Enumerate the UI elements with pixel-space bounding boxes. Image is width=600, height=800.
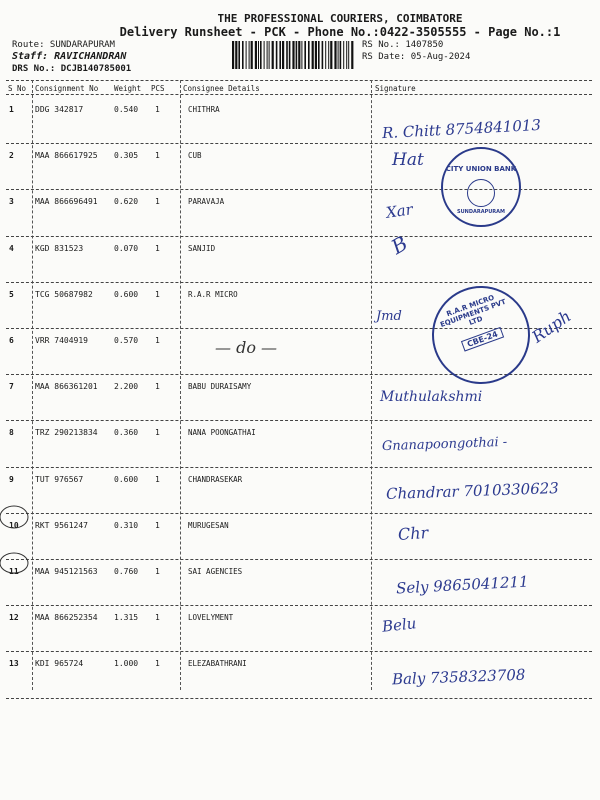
row-weight: 0.360 [114, 428, 139, 438]
row-separator [6, 605, 592, 606]
row-pcs: 1 [155, 197, 160, 207]
row-pcs: 1 [155, 520, 160, 530]
row-signature: R. Chitt 8754841013 [381, 115, 542, 143]
row-separator [6, 513, 592, 514]
row-pcs: 1 [155, 567, 160, 576]
row-pcs: 1 [155, 243, 160, 253]
staff-label: Staff: RAVICHANDRAN [12, 51, 127, 62]
row-signature: Chandrar 7010330623 [385, 478, 560, 503]
company-stamp-name: R.A.R MICRO EQUIPMENTS PVT LTD [439, 293, 508, 330]
row-consignment: VRR 7404919 [35, 336, 88, 345]
header-top-rule [6, 80, 592, 81]
row-sno: 3 [9, 197, 14, 207]
col-consignee: Consignee Details [183, 84, 260, 93]
row-pcs: 1 [155, 105, 160, 114]
row-pcs: 1 [155, 289, 160, 299]
row-consignment: MAA 945121563 [35, 567, 98, 576]
row-consignee: CHITHRA [188, 105, 220, 114]
row-sno: 9 [9, 474, 14, 484]
row-consignee: CUB [188, 151, 202, 161]
row-signature: Belu [381, 614, 418, 636]
row-signature: Xar [384, 200, 414, 223]
row-signature: Ruph [528, 306, 575, 347]
header-bottom-rule [6, 94, 592, 95]
company-title: THE PROFESSIONAL COURIERS, COIMBATORE [217, 12, 463, 25]
col-weight: Weight [114, 84, 142, 93]
row-separator [6, 420, 592, 421]
row-weight: 0.760 [114, 567, 139, 576]
row-consignee: NANA POONGATHAI [188, 428, 256, 438]
row-signature: B [386, 230, 412, 259]
row-separator [6, 236, 592, 237]
row-pcs: 1 [155, 151, 160, 161]
bank-stamp-name: CITY UNION BANK [445, 165, 517, 173]
row-sno: 4 [9, 243, 14, 253]
ditto-mark: — do — [215, 338, 278, 357]
row-sno: 2 [9, 151, 14, 161]
column-divider [180, 80, 181, 690]
row-separator [6, 467, 592, 468]
row-pcs: 1 [155, 613, 160, 623]
row-circles [0, 500, 40, 580]
row-consignee: LOVELYMENT [188, 613, 234, 623]
row-consignee: MURUGESAN [188, 520, 229, 530]
row-weight: 0.570 [114, 336, 139, 345]
row-pcs: 1 [155, 382, 160, 392]
row-weight: 0.310 [114, 520, 139, 530]
row-consignee: CHANDRASEKAR [188, 474, 243, 484]
rs-number: RS No.: 1407850 [362, 40, 444, 50]
row-consignment: DDG 342817 [35, 105, 84, 114]
row-weight: 0.620 [114, 197, 139, 207]
row-sno: 6 [9, 336, 14, 345]
row-sno: 5 [9, 289, 14, 299]
row-signature: Chr [397, 522, 429, 544]
row-consignment: TUT 976567 [35, 474, 84, 484]
row-pcs: 1 [155, 428, 160, 438]
barcode [232, 41, 356, 69]
row-weight: 0.070 [114, 243, 139, 253]
row-sno: 10 [9, 520, 19, 530]
row-consignee: BABU DURAISAMY [188, 382, 252, 392]
row-consignee: SAI AGENCIES [188, 567, 243, 576]
runsheet-subtitle: Delivery Runsheet - PCK - Phone No.:0422-3505555 - Page No.:1 [119, 25, 561, 39]
row-separator [6, 143, 592, 144]
row-sno: 8 [9, 428, 14, 438]
row-weight: 0.600 [114, 474, 139, 484]
row-separator [6, 651, 592, 652]
row-weight: 0.600 [114, 289, 139, 299]
row-separator [6, 559, 592, 560]
row-signature: Muthulakshmi [380, 389, 483, 406]
row-sno: 13 [9, 659, 19, 669]
column-divider [371, 80, 372, 690]
row-weight: 0.305 [114, 151, 139, 161]
row-signature: Baly 7358323708 [391, 666, 526, 689]
row-consignment: TRZ 290213834 [35, 428, 98, 438]
row-signature: Sely 9865041211 [395, 572, 530, 598]
row-pcs: 1 [155, 336, 160, 345]
row-weight: 1.315 [114, 613, 139, 623]
company-stamp-code: CBE-24 [461, 327, 504, 352]
row-weight: 0.540 [114, 105, 139, 114]
row-consignment: TCG 50687982 [35, 289, 93, 299]
row-pcs: 1 [155, 474, 160, 484]
row-signature: Jmd [376, 308, 402, 324]
row-sno: 12 [9, 613, 19, 623]
row-separator [6, 282, 592, 283]
col-signature: Signature [375, 84, 416, 93]
row-signature: Gnanapoongothai - [381, 435, 508, 455]
row-consignment: MAA 866696491 [35, 197, 98, 207]
row-consignment: MAA 866617925 [35, 151, 98, 161]
column-divider [32, 80, 33, 690]
rs-date: RS Date: 05-Aug-2024 [362, 52, 471, 62]
row-consignment: RKT 9561247 [35, 520, 88, 530]
row-weight: 2.200 [114, 382, 139, 392]
route-label: Route: SUNDARAPURAM [12, 40, 115, 50]
company-stamp [418, 272, 544, 398]
row-pcs: 1 [155, 659, 160, 669]
row-consignee: ELEZABATHRANI [188, 659, 247, 669]
row-sno: 11 [9, 567, 19, 576]
col-sno: S No [8, 84, 27, 93]
row-consignee: SANJID [188, 243, 216, 253]
col-pcs: PCS [151, 84, 165, 93]
row-sno: 7 [9, 382, 14, 392]
row-sno: 1 [9, 105, 14, 114]
row-consignment: KDI 965724 [35, 659, 84, 669]
row-consignee: PARAVAJA [188, 197, 225, 207]
row-consignment: MAA 866361201 [35, 382, 98, 392]
row-consignment: KGD 831523 [35, 243, 84, 253]
row-signature: Hat [392, 150, 424, 171]
row-weight: 1.000 [114, 659, 139, 669]
row-consignee: R.A.R MICRO [188, 289, 238, 299]
drs-number: DRS No.: DCJB140785001 [12, 64, 132, 74]
row-separator [6, 698, 592, 699]
row-consignment: MAA 866252354 [35, 613, 98, 623]
col-consignment: Consignment No [35, 84, 99, 93]
bank-stamp-branch: SUNDARAPURAM [456, 209, 505, 215]
bank-stamp [441, 147, 521, 227]
